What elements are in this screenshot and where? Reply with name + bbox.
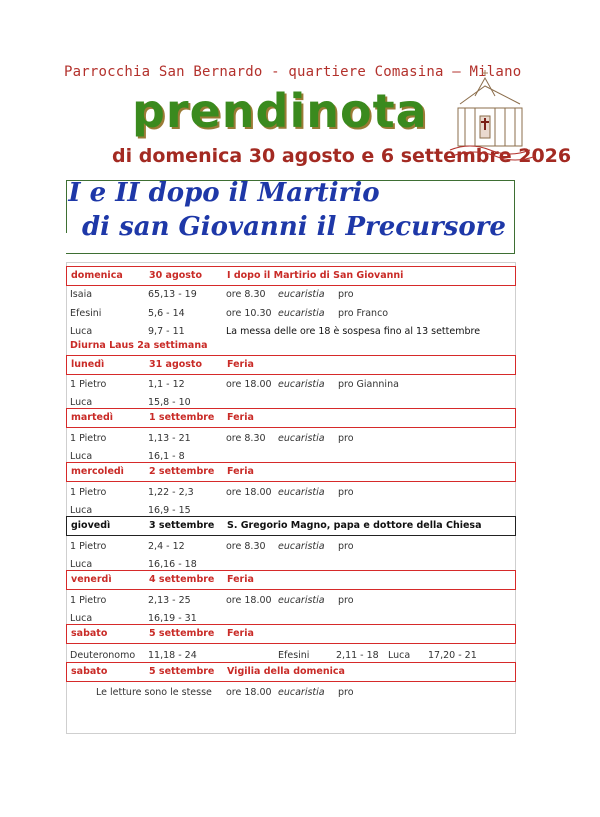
parish-name: Parrocchia San Bernardo - quartiere Comasina – Milano	[64, 64, 522, 80]
reading-row: Luca 16,9 - 15	[70, 505, 191, 516]
reading-row: Le letture sono le stesse ore 18.00 eucaristia pro	[96, 687, 354, 698]
day-row: venerdì 4 settembre Feria	[66, 570, 516, 590]
reading-row: 1 Pietro 2,4 - 12 ore 8.30 eucaristia pro	[70, 541, 354, 552]
day-row: martedì 1 settembre Feria	[66, 408, 516, 428]
reading-row: Luca 16,16 - 18	[70, 559, 197, 570]
reading-row: 1 Pietro 1,1 - 12 ore 18.00 eucaristia pro Giannina	[70, 379, 399, 390]
day-row: sabato 5 settembre Vigilia della domenica	[66, 662, 516, 682]
day-row: mercoledì 2 settembre Feria	[66, 462, 516, 482]
day-row: sabato 5 settembre Feria	[66, 624, 516, 644]
reading-row: Luca 16,1 - 8	[70, 451, 185, 462]
reading-row: Deuteronomo 11,18 - 24 Efesini 2,11 - 18 Luca 17,20 - 21	[70, 650, 477, 661]
reading-row: 1 Pietro 2,13 - 25 ore 18.00 eucaristia pro	[70, 595, 354, 606]
brand-title: prendinota	[132, 84, 428, 138]
day-row: lunedì 31 agosto Feria	[66, 355, 516, 375]
day-row: giovedì 3 settembre S. Gregorio Magno, papa e dottore della Chiesa	[66, 516, 516, 536]
reading-row: Efesini 5,6 - 14 ore 10.30 eucaristia pro Franco	[70, 308, 389, 319]
day-row: domenica 30 agosto I dopo il Martirio di San Giovanni	[66, 266, 516, 286]
reading-row: 1 Pietro 1,13 - 21 ore 8.30 eucaristia pro	[70, 433, 354, 444]
title-line-1: I e II dopo il Martirio	[68, 178, 380, 208]
title-line-2: di san Giovanni il Precursore	[82, 212, 506, 242]
reading-row: Luca 9,7 - 11 La messa delle ore 18 è sospesa fino al 13 settembre	[70, 326, 481, 337]
reading-row: Luca 15,8 - 10	[70, 397, 191, 408]
date-range: di domenica 30 agosto e 6 settembre 2026	[112, 145, 572, 167]
church-drawing	[440, 66, 540, 166]
liturgy-note: Diurna Laus 2a settimana	[70, 340, 208, 351]
reading-row: 1 Pietro 1,22 - 2,3 ore 18.00 eucaristia pro	[70, 487, 354, 498]
reading-row: Isaia 65,13 - 19 ore 8.30 eucaristia pro	[70, 289, 354, 300]
reading-row: Luca 16,19 - 31	[70, 613, 197, 624]
